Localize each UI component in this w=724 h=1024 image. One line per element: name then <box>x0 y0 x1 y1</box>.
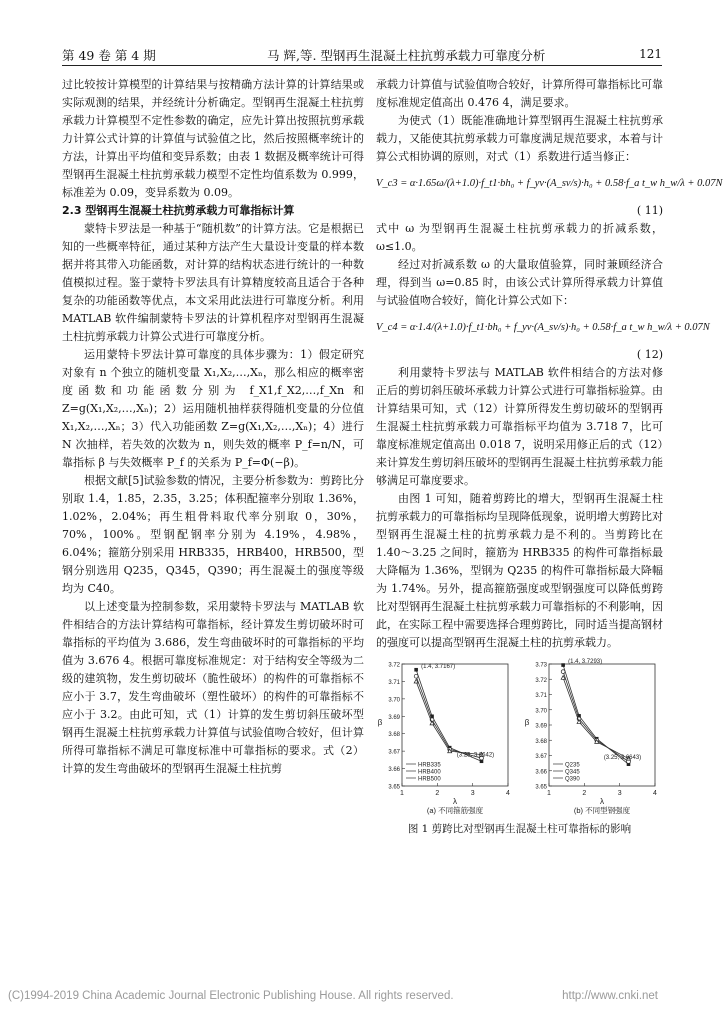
x-tick-label: 1 <box>400 790 404 797</box>
paragraph: 以上述变量为控制参数，采用蒙特卡罗法与 MATLAB 软件相结合的方法计算结构可靠指标，经计算发生剪切破坏时可靠指标的平均值为 3.686，发生弯曲破坏时的可靠指标的平均值为 3.676 4。根据可靠度标准规定：对于结构安全等级为二级的建筑物，发生剪切破坏（脆性破坏）的构件的可靠指标不应小于 3.7，发生弯曲破坏（塑性破坏）的构件的可靠指标不应小于 3.2。由此可知，式（1）计算的发生剪切斜压破坏型钢再生混凝土柱抗剪承载力计算值与试验值吻合较好，但计算所得可靠指标不满足可靠度标准中可靠指标的要求。式（2）计算的发生弯曲破坏的型钢再生混凝土柱抗剪 <box>62 600 364 775</box>
data-point <box>414 668 418 672</box>
journal-volume: 第 49 卷 第 4 期 <box>62 48 156 63</box>
paragraph: 运用蒙特卡罗法计算可靠度的具体步骤为：1）假定研究对象有 n 个独立的随机变量 X₁,X₂,…,Xₙ，那么相应的概率密度函数和功能函数分别为 f_X1,f_X2,…,f_Xn 和 Z=g(X₁,X₂,…,Xₙ)；2）运用随机抽样获得随机变量的分位值 X₁,X₂,…,Xₙ；3）代入功能函数 Z=g(X₁,X₂,…,Xₙ)；4）进行 N 次抽样，若失效的次数为 n，则失效的概率 P_f=n/N，可靠指标 β 与失效概率 P_f 的关系为 P_f=Φ(−β)。 <box>62 348 364 469</box>
paragraph: 式中 ω 为型钢再生混凝土柱抗剪承载力的折减系数，ω≤1.0。 <box>376 222 663 253</box>
annotation: (1.4, 3.7167) <box>421 663 456 670</box>
paragraph: 蒙特卡罗法是一种基于“随机数”的计算方法。它是根据已知的一些概率特征，通过某种方法产生大量设计变量的样本数据并将其带入功能函数，对计算的结构状态进行统计的一种数值模拟过程。鉴于蒙特卡罗法具有计算精度较高且适合于各种复杂的功能函数等优点，本文采用此法进行可靠度分析。利用 MATLAB 软件编制蒙特卡罗法的计算机程序对型钢再生混凝土柱抗剪承载力计算公式进行可靠度分析。 <box>62 222 364 343</box>
x-tick-label: 4 <box>653 790 657 797</box>
x-axis-label: λ <box>453 797 457 806</box>
x-tick-label: 1 <box>547 790 551 797</box>
left-column <box>62 76 364 778</box>
series-line-Q390 <box>563 678 628 759</box>
legend-label: HRB500 <box>418 776 441 783</box>
x-tick-label: 2 <box>435 790 440 797</box>
equation-number: ( 12) <box>636 348 663 361</box>
paragraph: 利用蒙特卡罗法与 MATLAB 软件相结合的方法对修正后的剪切斜压破坏承载力计算公式进行可靠指标验算。由计算结果可知，式（12）计算所得发生剪切破坏的型钢再生混凝土柱抗剪承载力可靠指标平均值为 3.718 7，比可靠度标准规定值高出 0.018 7，说明采用修正后的式（12）来计算发生剪切斜压破坏的型钢再生混凝土柱抗剪承载力能够满足可靠度要求。 <box>376 366 663 487</box>
page-number: 121 <box>639 47 662 61</box>
y-tick-label: 3.72 <box>388 662 400 669</box>
cnki-link[interactable]: http://www.cnki.net <box>562 990 658 1002</box>
x-axis-label: λ <box>600 797 604 806</box>
series-line-Q235 <box>563 665 628 764</box>
paragraph: 经过对折减系数 ω 的大量取值验算，同时兼顾经济合理，得到当 ω=0.85 时，由该公式计算所得承载力计算值与试验值吻合较好，简化计算公式如下： <box>376 258 663 307</box>
y-tick-label: 3.65 <box>388 784 400 791</box>
chart-b <box>523 658 663 816</box>
y-axis-label: β <box>524 718 530 727</box>
paragraph: 为使式（1）既能准确地计算型钢再生混凝土柱抗剪承载力，又能使其抗剪承载力可靠度满足规范要求，本着与计算公式相协调的原则，对式（1）系数进行适当修正： <box>376 114 663 163</box>
y-tick-label: 3.69 <box>535 723 547 730</box>
y-tick-label: 3.68 <box>388 732 400 739</box>
x-tick-label: 3 <box>617 790 622 797</box>
paragraph: 由图 1 可知，随着剪跨比的增大，型钢再生混凝土柱抗剪承载力的可靠指标均呈现降低现象，说明增大剪跨比对型钢再生混凝土柱的抗剪承载力是不利的。当剪跨比在 1.40～3.25 之间时，箍筋为 HRB335 的构件可靠指标最大降幅为 1.36%，型钢为 Q235 的构件可靠指标最大降幅为 1.74%。另外，提高箍筋强度或型钢强度可以降低剪跨比对型钢再生混凝土柱抗剪承载力可靠指标的不利影响，因此，在实际工程中需要选择合理剪跨比，同时适当提高钢材的强度可以提高型钢再生混凝土柱的抗剪承载力。 <box>376 492 663 649</box>
header-rule <box>62 65 662 66</box>
annotation: (3.25, 3.6642) <box>456 752 495 759</box>
y-tick-label: 3.70 <box>388 697 400 704</box>
paragraph: 过比较按计算模型的计算结果与按精确方法计算的计算结果或实际观测的结果，并经统计分析确定。型钢再生混凝土柱抗剪承载力计算模型不定性参数的确定，应先计算出按照抗剪承载力计算公式计算的计算值与试验值之比，然后按照概率统计的方法，计算出平均值和变异系数；由表 1 数据及概率统计可得型钢再生混凝土柱抗剪承载力模型不定性均值系数为 0.999，标准差为 0.09，变异系数为 0.09。 <box>62 78 364 199</box>
series-line-HRB500 <box>416 681 481 754</box>
y-tick-label: 3.67 <box>535 754 547 760</box>
figure-1 <box>376 658 663 816</box>
annotation: (3.25, 3.6643) <box>603 755 642 762</box>
x-tick-label: 3 <box>470 790 475 797</box>
y-tick-label: 3.66 <box>388 767 400 774</box>
paragraph: 根据文献[5]试验参数的情况，主要分析参数为：剪跨比分别取 1.4，1.85，2.35，3.25；体积配箍率分别取 1.36%，1.02%，2.04%；再生粗骨料取代率分别取 0，30%，70%，100%。型钢配钢率分别为 4.19%，4.98%，6.04%；箍筋分别采用 HRB335，HRB400，HRB500，型钢分别选用 Q235，Q345，Q390；再生混凝土的强度等级均为 C40。 <box>62 474 364 595</box>
legend-label: Q390 <box>565 776 580 783</box>
equation-number: ( 11) <box>636 204 663 217</box>
figure-caption: 图 1 剪跨比对型钢再生混凝土柱可靠指标的影响 <box>407 823 632 835</box>
y-tick-label: 3.71 <box>388 679 400 686</box>
chart-a <box>376 658 516 816</box>
legend-label: Q235 <box>565 762 580 769</box>
data-point <box>561 663 565 667</box>
legend-label: HRB400 <box>418 769 441 776</box>
running-header <box>62 44 662 66</box>
section-heading: 2.3 型钢再生混凝土柱抗剪承载力可靠指标计算 <box>62 204 295 217</box>
x-tick-label: 2 <box>582 790 587 797</box>
y-tick-label: 3.67 <box>388 749 400 756</box>
y-tick-label: 3.68 <box>535 738 547 745</box>
y-tick-label: 3.70 <box>535 708 547 715</box>
chart-title: (a) 不同箍筋强度 <box>426 806 484 815</box>
equation-12: V_c4 = α·1.4/(λ+1.0)·f_t1·bh₀ + f_yv·(A_sv/s)·h₀ + 0.58·f_a t_w h_w/λ + 0.07N <box>376 322 710 333</box>
series-line-Q345 <box>563 672 628 762</box>
y-tick-label: 3.65 <box>535 784 547 791</box>
y-axis-label: β <box>377 718 383 727</box>
legend-label: HRB335 <box>418 762 441 769</box>
chart-title: (b) 不同型钢强度 <box>573 806 631 815</box>
legend-label: Q345 <box>565 769 580 776</box>
annotation: (1.4, 3.7293) <box>568 659 603 666</box>
data-point <box>561 670 565 674</box>
y-tick-label: 3.69 <box>388 714 400 721</box>
x-tick-label: 4 <box>506 790 510 797</box>
right-column <box>376 76 723 838</box>
equation-11: V_c3 = α·1.65ω/(λ+1.0)·f_t1·bh₀ + f_yv·(A_sv/s)·h₀ + 0.58·f_a t_w h_w/λ + 0.07N <box>376 178 723 189</box>
data-point <box>414 674 418 678</box>
y-tick-label: 3.72 <box>535 677 547 684</box>
y-tick-label: 3.66 <box>535 769 547 776</box>
y-tick-label: 3.71 <box>535 693 547 699</box>
running-title: 马 辉,等. 型钢再生混凝土柱抗剪承载力可靠度分析 <box>267 48 546 63</box>
paragraph: 承载力计算值与试验值吻合较好，计算所得可靠指标比可靠度标准规定值高出 0.476 4，满足要求。 <box>376 78 663 109</box>
copyright-notice: (C)1994-2019 China Academic Journal Electronic Publishing House. All rights reserved. <box>8 990 454 1002</box>
y-tick-label: 3.73 <box>535 662 547 669</box>
